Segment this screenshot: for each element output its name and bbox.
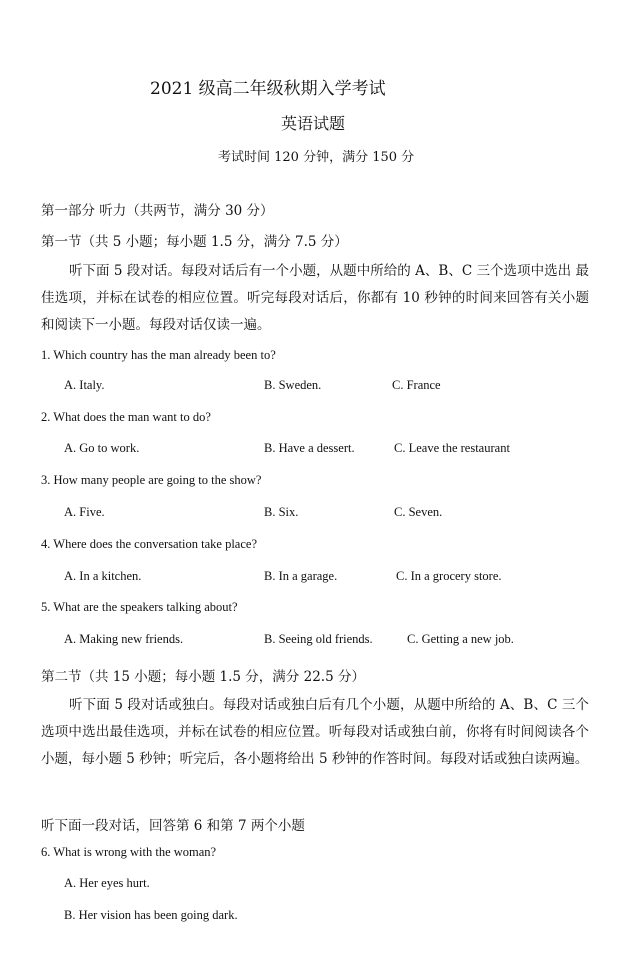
section1-heading: 第一节（共 5 小题；每小题 1.5 分，满分 7.5 分） [41, 234, 348, 250]
question-5-stem: 5. What are the speakers talking about? [41, 600, 238, 614]
question-1-option-c: C. France [392, 378, 441, 392]
question-6-stem: 6. What is wrong with the woman? [41, 845, 217, 859]
part1-heading: 第一部分 听力（共两节，满分 30 分） [41, 203, 274, 219]
question-2-option-b: B. Have a dessert. [264, 441, 355, 455]
question-3-option-a: A. Five. [64, 505, 105, 519]
group-intro: 听下面一段对话，回答第 6 和第 7 两个小题 [41, 818, 305, 834]
exam-title: 2021 级高二年级秋期入学考试 [150, 79, 386, 99]
question-4-stem: 4. Where does the conversation take place? [41, 537, 257, 551]
question-2-option-c: C. Leave the restaurant [394, 441, 510, 455]
question-6-option-a: A. Her eyes hurt. [64, 876, 150, 890]
question-1-stem: 1. Which country has the man already been to? [41, 348, 276, 362]
question-6-option-b: B. Her vision has been going dark. [64, 908, 238, 922]
section2-instructions: 听下面 5 段对话或独白。每段对话或独白后有几个小题，从题中所给的 A、B、C 三个选项中选出最佳选项，并标在试卷的相应位置。听每段对话或独白前，你将有时间阅读各个小题，每小题 5 秒钟；听完后，各小题将给出 5 秒钟的作答时间。每段对话或独白读两遍。 [41, 697, 589, 767]
question-2-stem: 2. What does the man want to do? [41, 410, 211, 424]
question-4-option-a: A. In a kitchen. [64, 569, 142, 583]
section1-instructions: 听下面 5 段对话。每段对话后有一个小题，从题中所给的 A、B、C 三个选项中选出 最佳选项，并标在试卷的相应位置。听完每段对话后，你都有 10 秒钟的时间来回答有关小题和阅读下一小题。每段对话仅读一遍。 [41, 263, 589, 333]
question-4-option-c: C. In a grocery store. [396, 569, 502, 583]
question-5-option-a: A. Making new friends. [64, 632, 184, 646]
section2-heading: 第二节（共 15 小题；每小题 1.5 分，满分 22.5 分） [41, 669, 365, 685]
exam-time-info: 考试时间 120 分钟，满分 150 分 [218, 150, 415, 165]
question-3-stem: 3. How many people are going to the show? [41, 473, 262, 487]
exam-subtitle: 英语试题 [281, 114, 346, 133]
question-1-option-a: A. Italy. [64, 378, 105, 392]
question-1-option-b: B. Sweden. [264, 378, 322, 392]
question-3-option-c: C. Seven. [394, 505, 443, 519]
question-5-option-c: C. Getting a new job. [407, 632, 514, 646]
question-2-option-a: A. Go to work. [64, 441, 140, 455]
question-3-option-b: B. Six. [264, 505, 299, 519]
question-4-option-b: B. In a garage. [264, 569, 338, 583]
question-5-option-b: B. Seeing old friends. [264, 632, 373, 646]
